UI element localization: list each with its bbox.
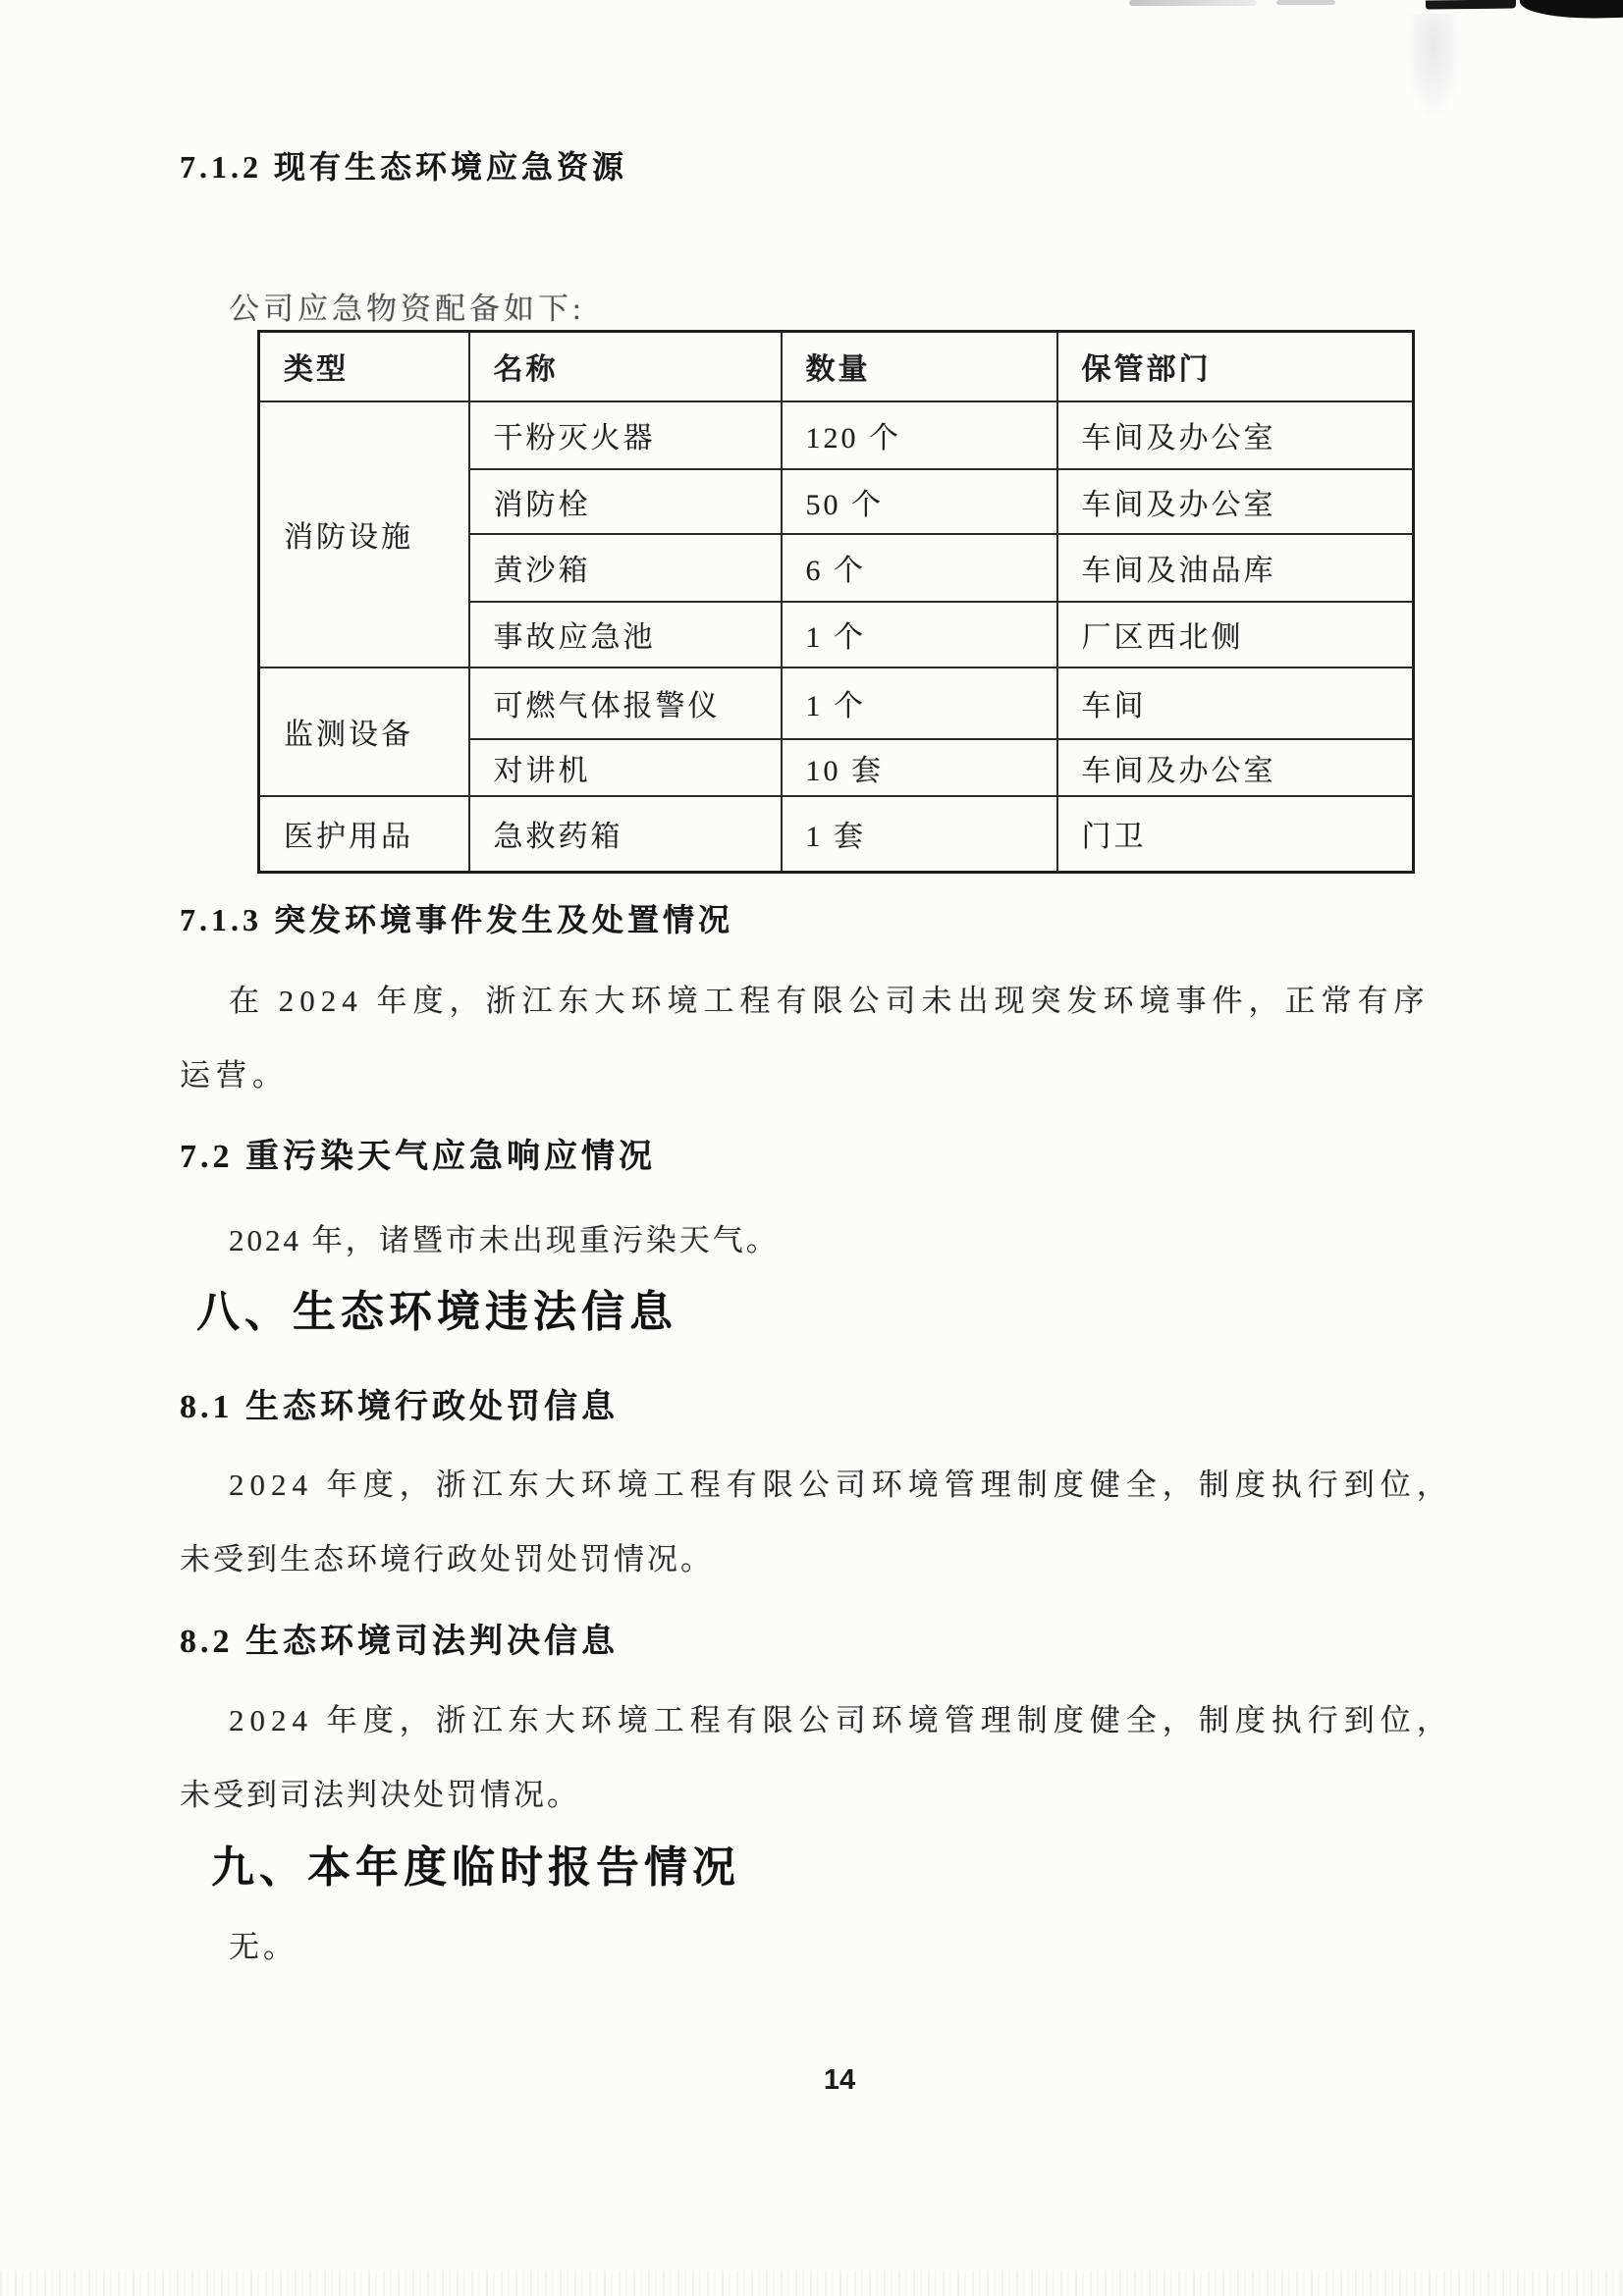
col-header-name: 名称	[469, 332, 782, 401]
cell-qty: 1 个	[782, 602, 1057, 667]
cell-qty: 120 个	[782, 401, 1057, 469]
cell-type-fire: 消防设施	[259, 401, 469, 667]
cell-name: 急救药箱	[469, 796, 782, 873]
cell-dept: 门卫	[1057, 796, 1414, 873]
cell-qty: 6 个	[782, 534, 1057, 602]
cell-qty: 50 个	[782, 469, 1057, 534]
cell-type-monitor: 监测设备	[259, 667, 469, 796]
heading-8-1: 8.1 生态环境行政处罚信息	[180, 1389, 619, 1425]
heading-7-1-3: 7.1.3 突发环境事件发生及处置情况	[180, 902, 734, 937]
paragraph-8-2-line2: 未受到司法判决处罚情况。	[180, 1778, 580, 1812]
paragraph-8-2-line1: 2024 年度，浙江东大环境工程有限公司环境管理制度健全，制度执行到位，	[229, 1703, 1453, 1737]
cell-dept: 车间及办公室	[1057, 469, 1414, 534]
table-row	[259, 796, 1414, 873]
scan-bar-artifact	[1426, 0, 1516, 9]
cell-qty: 1 个	[782, 667, 1057, 739]
cell-dept: 车间及办公室	[1057, 401, 1414, 469]
cell-dept: 车间及油品库	[1057, 534, 1414, 602]
col-header-dept: 保管部门	[1057, 332, 1414, 401]
cell-name: 事故应急池	[469, 602, 782, 667]
heading-7-1-2: 7.1.2 现有生态环境应急资源	[180, 149, 628, 185]
cell-type-medical: 医护用品	[259, 796, 469, 873]
cell-name: 对讲机	[469, 739, 782, 796]
cell-dept: 车间及办公室	[1057, 739, 1414, 796]
cell-name: 可燃气体报警仪	[469, 667, 782, 739]
cell-name: 黄沙箱	[469, 534, 782, 602]
page-number: 14	[823, 2064, 856, 2096]
emergency-supplies-table	[257, 330, 1415, 874]
col-header-type: 类型	[259, 332, 469, 401]
scan-streak-artifact	[1129, 0, 1257, 6]
cell-qty: 10 套	[782, 739, 1057, 796]
heading-7-2: 7.2 重污染天气应急响应情况	[180, 1139, 656, 1175]
paragraph-7-1-3-line1: 在 2024 年度，浙江东大环境工程有限公司未出现突发环境事件，正常有序	[229, 984, 1431, 1018]
table-row	[259, 667, 1414, 739]
paragraph-7-1-3-line2: 运营。	[180, 1058, 289, 1093]
table-row	[259, 401, 1414, 469]
heading-8: 八、生态环境违法信息	[196, 1288, 677, 1336]
paragraph-9: 无。	[229, 1930, 298, 1964]
table-header-row	[259, 332, 1414, 401]
paragraph-7-2: 2024 年，诸暨市未出现重污染天气。	[229, 1223, 780, 1257]
scan-noise-strip	[0, 2270, 1623, 2296]
heading-8-2: 8.2 生态环境司法判决信息	[180, 1624, 619, 1660]
scan-corner-artifact	[1520, 0, 1623, 21]
col-header-qty: 数量	[782, 332, 1057, 401]
scan-streak-artifact	[1276, 0, 1335, 5]
paragraph-8-1-line2: 未受到生态环境行政处罚处罚情况。	[180, 1542, 714, 1576]
paragraph-intro: 公司应急物资配备如下:	[229, 292, 585, 326]
heading-9: 九、本年度临时报告情况	[211, 1843, 740, 1892]
cell-dept: 厂区西北侧	[1057, 602, 1414, 667]
cell-dept: 车间	[1057, 667, 1414, 739]
cell-name: 干粉灭火器	[469, 401, 782, 469]
paragraph-8-1-line1: 2024 年度，浙江东大环境工程有限公司环境管理制度健全，制度执行到位，	[229, 1468, 1453, 1502]
scan-smudge-artifact	[1404, 14, 1463, 122]
cell-qty: 1 套	[782, 796, 1057, 873]
cell-name: 消防栓	[469, 469, 782, 534]
